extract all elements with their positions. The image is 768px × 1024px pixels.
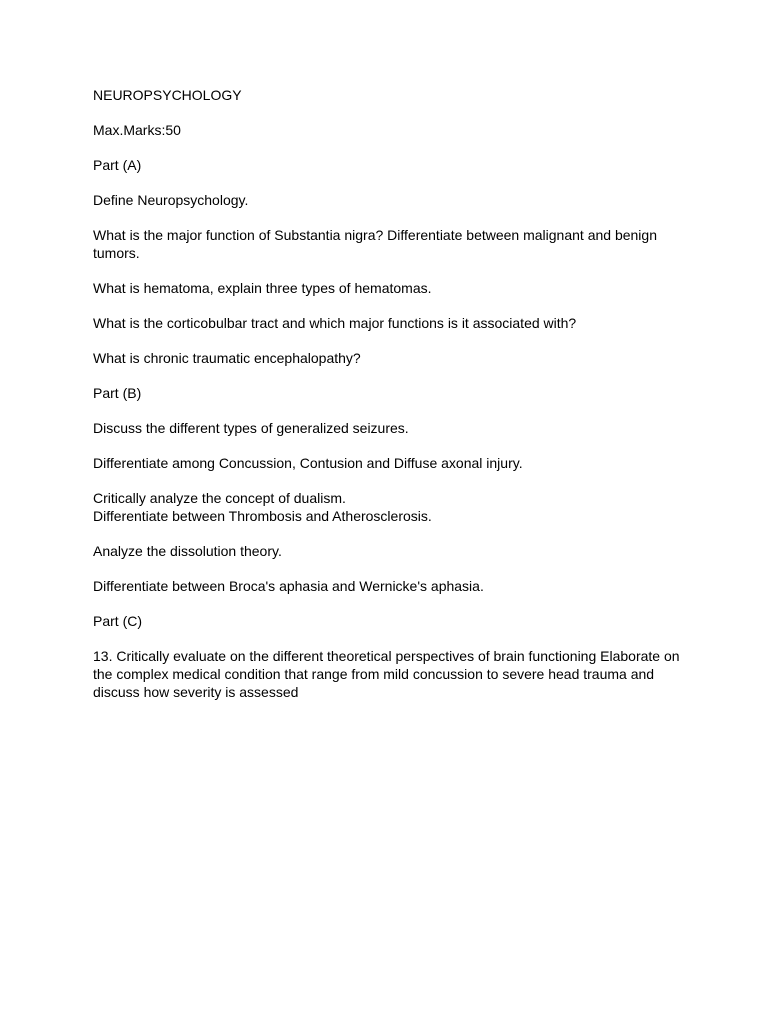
question-a5: What is chronic traumatic encephalopathy? bbox=[93, 350, 361, 366]
question-a2: What is the major function of Substantia nigra? Differentiate between malignant and benign tumors. bbox=[93, 227, 657, 261]
question-a1: Define Neuropsychology. bbox=[93, 192, 249, 208]
part-b-heading: Part (B) bbox=[93, 385, 142, 401]
question-b3: Critically analyze the concept of dualism. bbox=[93, 490, 346, 506]
part-a-heading: Part (A) bbox=[93, 157, 142, 173]
question-a3: What is hematoma, explain three types of hematomas. bbox=[93, 280, 432, 296]
question-b4: Differentiate between Thrombosis and Atherosclerosis. bbox=[93, 508, 432, 524]
question-b2: Differentiate among Concussion, Contusion and Diffuse axonal injury. bbox=[93, 455, 523, 471]
question-c13: 13. Critically evaluate on the different theoretical perspectives of brain functioning Elaborate on the complex medical condition that range from mild concussion to severe head trauma and discuss how severity is assessed bbox=[93, 648, 680, 700]
question-b5: Analyze the dissolution theory. bbox=[93, 543, 282, 559]
part-c-heading: Part (C) bbox=[93, 613, 142, 629]
paper-title: NEUROPSYCHOLOGY bbox=[93, 87, 242, 103]
question-b6: Differentiate between Broca's aphasia and Wernicke's aphasia. bbox=[93, 578, 484, 594]
question-b1: Discuss the different types of generalized seizures. bbox=[93, 420, 409, 436]
question-paper bbox=[93, 86, 683, 718]
question-a4: What is the corticobulbar tract and which major functions is it associated with? bbox=[93, 315, 577, 331]
max-marks: Max.Marks:50 bbox=[93, 122, 181, 138]
